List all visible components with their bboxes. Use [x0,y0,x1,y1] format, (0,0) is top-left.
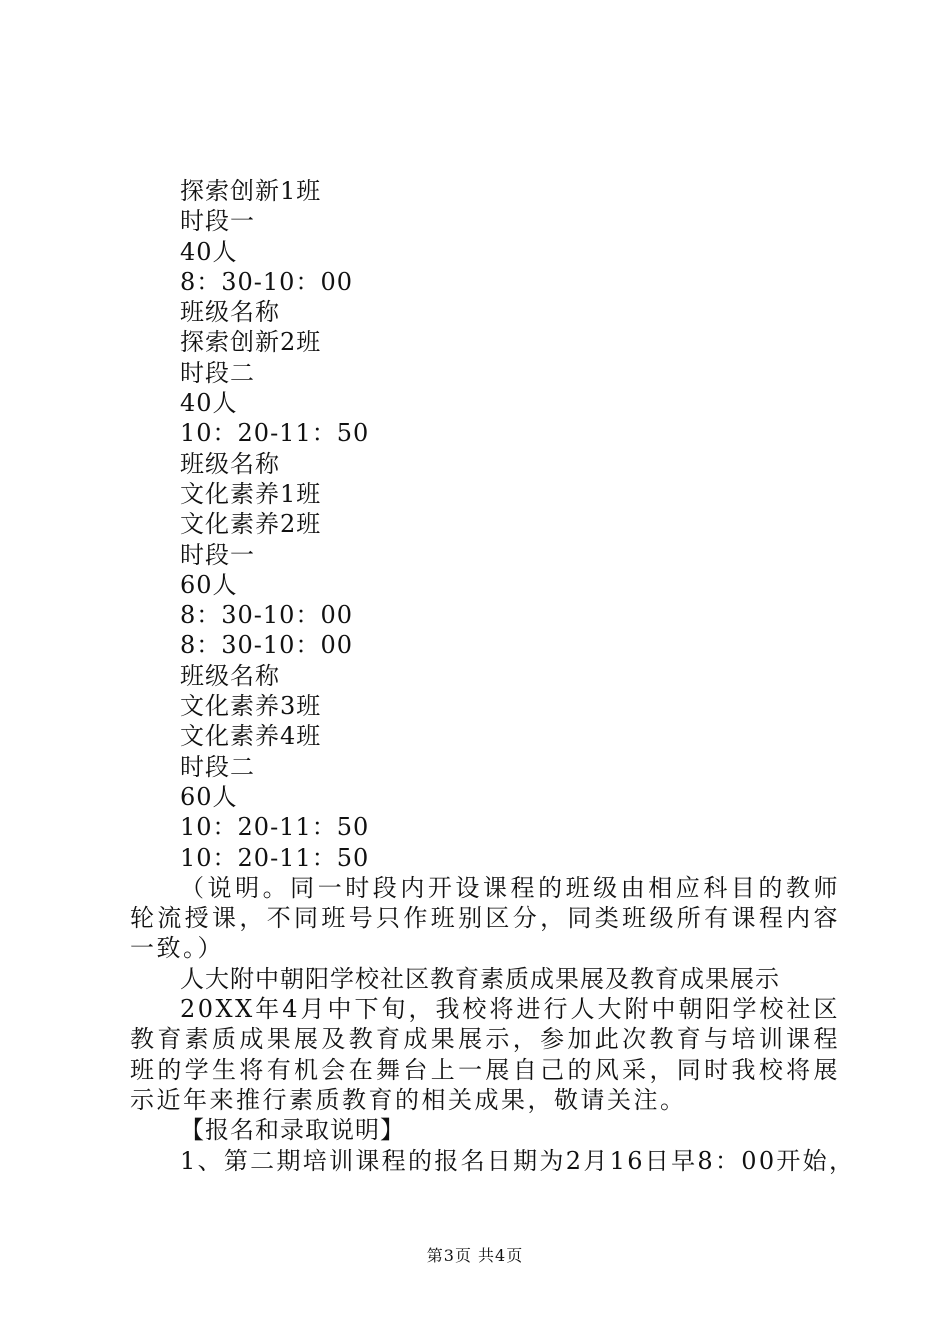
exhibition-paragraph: 20XX年4月中下旬，我校将进行人大附中朝阳学校社区教育素质成果展及教育成果展示，参加此次教育与培训课程班的学生将有机会在舞台上一展自己的风采，同时我校将展示近年来推行素质教育的相关成果，敬请关注。 [130,995,840,1114]
schedule-line: 时段一 [180,540,255,569]
schedule-line: 10：20-11：50 [180,419,370,448]
document-body [130,176,856,1176]
schedule-line: 探索创新1班 [180,177,322,205]
schedule-line: 探索创新2班 [180,328,322,357]
schedule-line: 40人 [180,237,238,266]
schedule-line: 8：30-10：00 [180,267,353,296]
schedule-line: 60人 [180,782,238,811]
schedule-line: 文化素养1班 [180,479,322,508]
registration-heading: 【报名和录取说明】 [180,1116,405,1145]
schedule-line: 文化素养3班 [180,692,322,721]
note-paragraph: （说明。同一时段内开设课程的班级由相应科目的教师轮流授课，不同班号只作班别区分，同类班级所有课程内容一致。） [130,873,840,963]
schedule-line: 10：20-11：50 [180,813,370,842]
schedule-line: 8：30-10：00 [180,601,353,630]
schedule-line: 8：30-10：00 [180,631,353,660]
schedule-line: 时段二 [180,752,255,781]
registration-item: 1、第二期培训课程的报名日期为2月16日早8：00开始， [180,1146,856,1175]
schedule-line: 40人 [180,389,238,418]
schedule-line: 班级名称 [180,661,280,690]
schedule-line: 文化素养4班 [180,722,322,751]
schedule-line: 时段一 [180,207,255,236]
schedule-line: 班级名称 [180,298,280,327]
schedule-line: 文化素养2班 [180,510,322,539]
schedule-line: 60人 [180,570,238,599]
schedule-line: 班级名称 [180,449,280,478]
schedule-line: 10：20-11：50 [180,843,370,872]
page-footer: 第3页 共4页 [426,1246,524,1265]
exhibition-title: 人大附中朝阳学校社区教育素质成果展及教育成果展示 [180,964,780,993]
class-schedule-list [130,176,840,873]
schedule-line: 时段二 [180,358,255,387]
